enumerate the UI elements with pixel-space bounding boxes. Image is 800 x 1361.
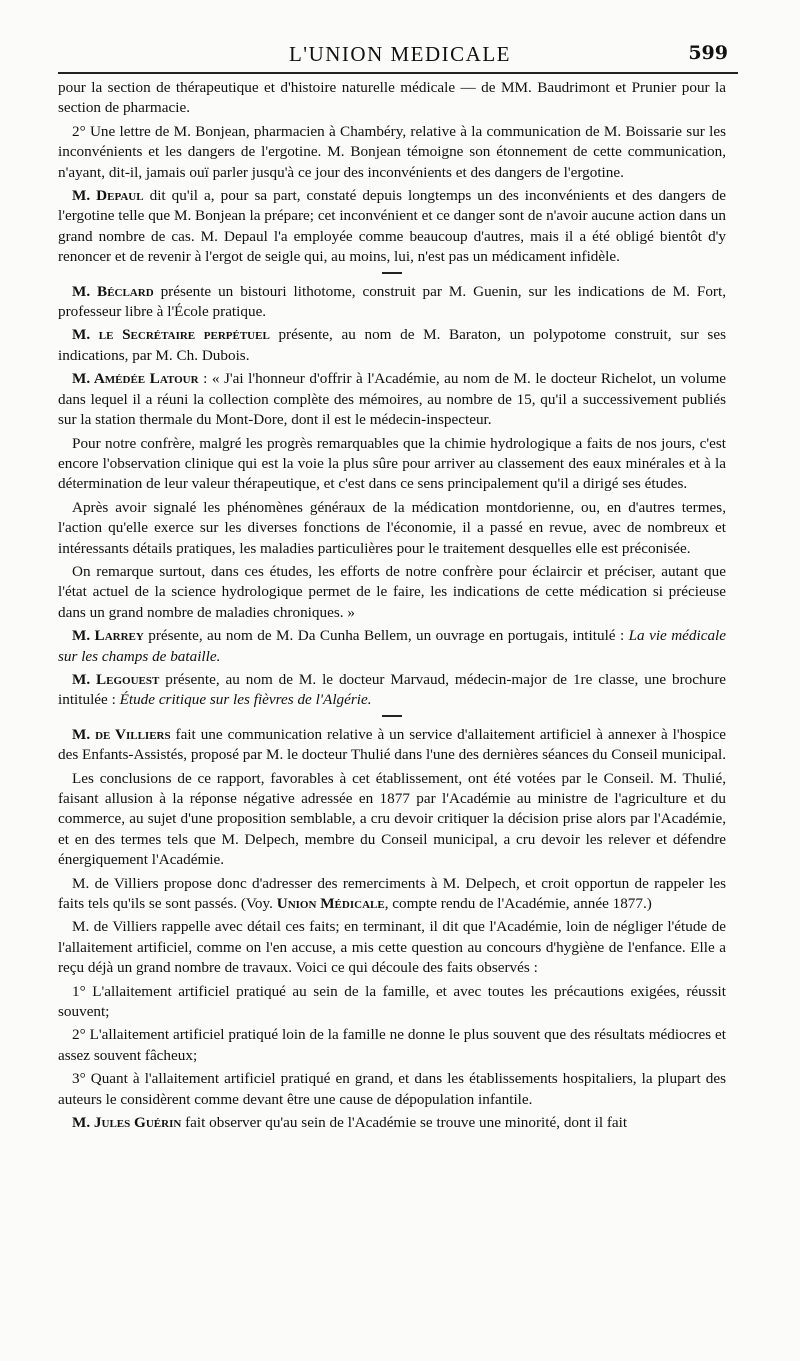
page-number: 599 bbox=[688, 42, 728, 64]
paragraph bbox=[58, 325, 726, 366]
paragraph bbox=[58, 725, 726, 766]
speaker-name: M. Jules Guérin bbox=[72, 1114, 182, 1132]
speaker-name: M. le Secrétaire perpétuel bbox=[72, 326, 270, 344]
paragraph bbox=[58, 186, 726, 268]
journal-reference: Union Médicale bbox=[276, 895, 385, 913]
section-separator bbox=[382, 715, 402, 717]
paragraph: pour la section de thérapeutique et d'histoire naturelle médicale — de MM. Baudrimont et Prunier pour la section de pharmacie. bbox=[58, 79, 726, 117]
paragraph-text: , compte rendu de l'Académie, année 1877.) bbox=[384, 895, 652, 913]
journal-title: L'UNION MEDICALE bbox=[288, 42, 511, 66]
paragraph-text: présente, au nom de M. le docteur Marvaud, médecin-major de 1re classe, une brochure intitulée : bbox=[58, 670, 726, 709]
speaker-name: M. Larrey bbox=[72, 627, 144, 645]
paragraph bbox=[58, 626, 726, 667]
paragraph-text: : « J'ai l'honneur d'offrir à l'Académie, au nom de M. le docteur Richelot, un volume dans lequel il a réuni la collection complète des mémoires, au nombre de 15, qu'il a successivement publiés sur la station thermale du Mont-Dore, dont il est le médecin-inspecteur. bbox=[58, 370, 727, 429]
paragraph: Pour notre confrère, malgré les progrès remarquables que la chimie hydrologique a faits de nos jours, c'est encore l'observation clinique qui est la voie la plus sûre pour arriver au classement des eaux minérales et à la détermination de leur valeur thérapeutique, et c'est dans ce sens principalement qu'il a dirigé ses études. bbox=[58, 434, 726, 493]
speaker-name: M. Amédée Latour bbox=[72, 370, 199, 388]
speaker-name: M. Depaul bbox=[72, 187, 144, 205]
section-separator bbox=[382, 272, 402, 274]
speaker-name: M. Béclard bbox=[72, 282, 154, 300]
book-title: Étude critique sur les fièvres de l'Algérie. bbox=[119, 691, 372, 709]
paragraph bbox=[58, 369, 726, 430]
paragraph-text: présente, au nom de M. Baraton, un polypotome construit, sur ses indications, par M. Ch. Dubois. bbox=[58, 326, 726, 364]
list-item: 2° L'allaitement artificiel pratiqué loin de la famille ne donne le plus souvent que des résultats médiocres et assez souvent fâcheux; bbox=[58, 1026, 726, 1064]
paragraph-text: dit qu'il a, pour sa part, constaté depuis longtemps un des inconvénients et des dangers de l'ergotine telle que M. Bonjean la prépare; cet inconvénient et ce danger sont de n'avoir aucune action dans un grand nombre de cas. M. Depaul l'a employée comme beaucoup d'autres, mais il a été obligé bientôt d'y renoncer et de revenir à l'ergot de seigle qui, au moins, lui, n'est pas un médicament infidèle. bbox=[58, 187, 726, 266]
paragraph bbox=[58, 670, 726, 711]
header-rule bbox=[58, 72, 738, 74]
article-body bbox=[58, 78, 726, 1137]
paragraph bbox=[58, 282, 726, 323]
paragraph-text: présente un bistouri lithotome, construit par M. Guenin, sur les indications de M. Fort, professeur libre à l'École pratique. bbox=[58, 282, 726, 321]
running-header bbox=[0, 22, 800, 72]
paragraph: 2° Une lettre de M. Bonjean, pharmacien à Chambéry, relative à la communication de M. Boissarie sur les inconvénients et les dangers de l'ergotine. M. Bonjean témoigne son étonnement de cette communication, n'ayant, dit-il, jamais ouï parler jusqu'à ce jour des inconvénients et des dangers de l'ergotine. bbox=[58, 122, 726, 181]
speaker-name: M. Legouest bbox=[72, 670, 160, 688]
book-title: La vie médicale sur les champs de bataille. bbox=[58, 627, 727, 665]
paragraph bbox=[58, 874, 726, 915]
speaker-name: M. de Villiers bbox=[72, 725, 171, 743]
paragraph: Après avoir signalé les phénomènes généraux de la médication montdorienne, ou, en d'autres termes, l'action qu'elle exerce sur les diverses fonctions de l'économie, il a passé en revue, avec de nombreux et intéressants détails pratiques, les maladies particulières pour le traitement desquelles elle est préconisée. bbox=[58, 498, 726, 557]
paragraph-text: présente, au nom de M. Da Cunha Bellem, un ouvrage en portugais, intitulé : bbox=[143, 627, 625, 645]
paragraph-text: M. de Villiers propose donc d'adresser des remerciments à M. Delpech, et croit opportun de rappeler les faits tels qu'ils se sont passés. (Voy. bbox=[58, 874, 726, 913]
paragraph-text: fait observer qu'au sein de l'Académie se trouve une minorité, dont il fait bbox=[181, 1114, 628, 1132]
list-item: 1° L'allaitement artificiel pratiqué au sein de la famille, et avec toutes les précautions exigées, réussit souvent; bbox=[58, 982, 726, 1021]
list-item: 3° Quant à l'allaitement artificiel pratiqué en grand, et dans les établissements hospitaliers, la plupart des auteurs le considèrent comme devant être une cause de dépopulation infantile. bbox=[58, 1070, 726, 1108]
paragraph: Les conclusions de ce rapport, favorables à cet établissement, ont été votées par le Conseil. M. Thulié, faisant allusion à la réponse négative adressée en 1877 par l'Académie au ministre de l'agriculture et du commerce, au sujet d'une proposition semblable, a cru devoir critiquer la décision prise alors par l'Académie, et en des termes tels que M. Delpech, membre du Conseil municipal, a cru devoir les relever et défendre énergiquement l'Académie. bbox=[58, 769, 726, 869]
paragraph: On remarque surtout, dans ces études, les efforts de notre confrère pour éclaircir et préciser, autant que l'état actuel de la science hydrologique permet de le faire, les indications de cette médication si précieuse dans un grand nombre de maladies chroniques. » bbox=[58, 562, 726, 621]
paragraph bbox=[58, 1113, 726, 1133]
paragraph: M. de Villiers rappelle avec détail ces faits; en terminant, il dit que l'Académie, loin de négliger l'étude de l'allaitement artificiel, comme on l'en accuse, a mis cette question au concours d'hygiène de l'enfance. Elle a reçu déjà un grand nombre de travaux. Voici ce qui découle des faits observés : bbox=[58, 918, 726, 977]
paragraph-text: fait une communication relative à un service d'allaitement artificiel à annexer à l'hospice des Enfants-Assistés, proposé par M. le docteur Thulié dans l'une des dernières séances du Conseil municipal. bbox=[58, 725, 727, 764]
